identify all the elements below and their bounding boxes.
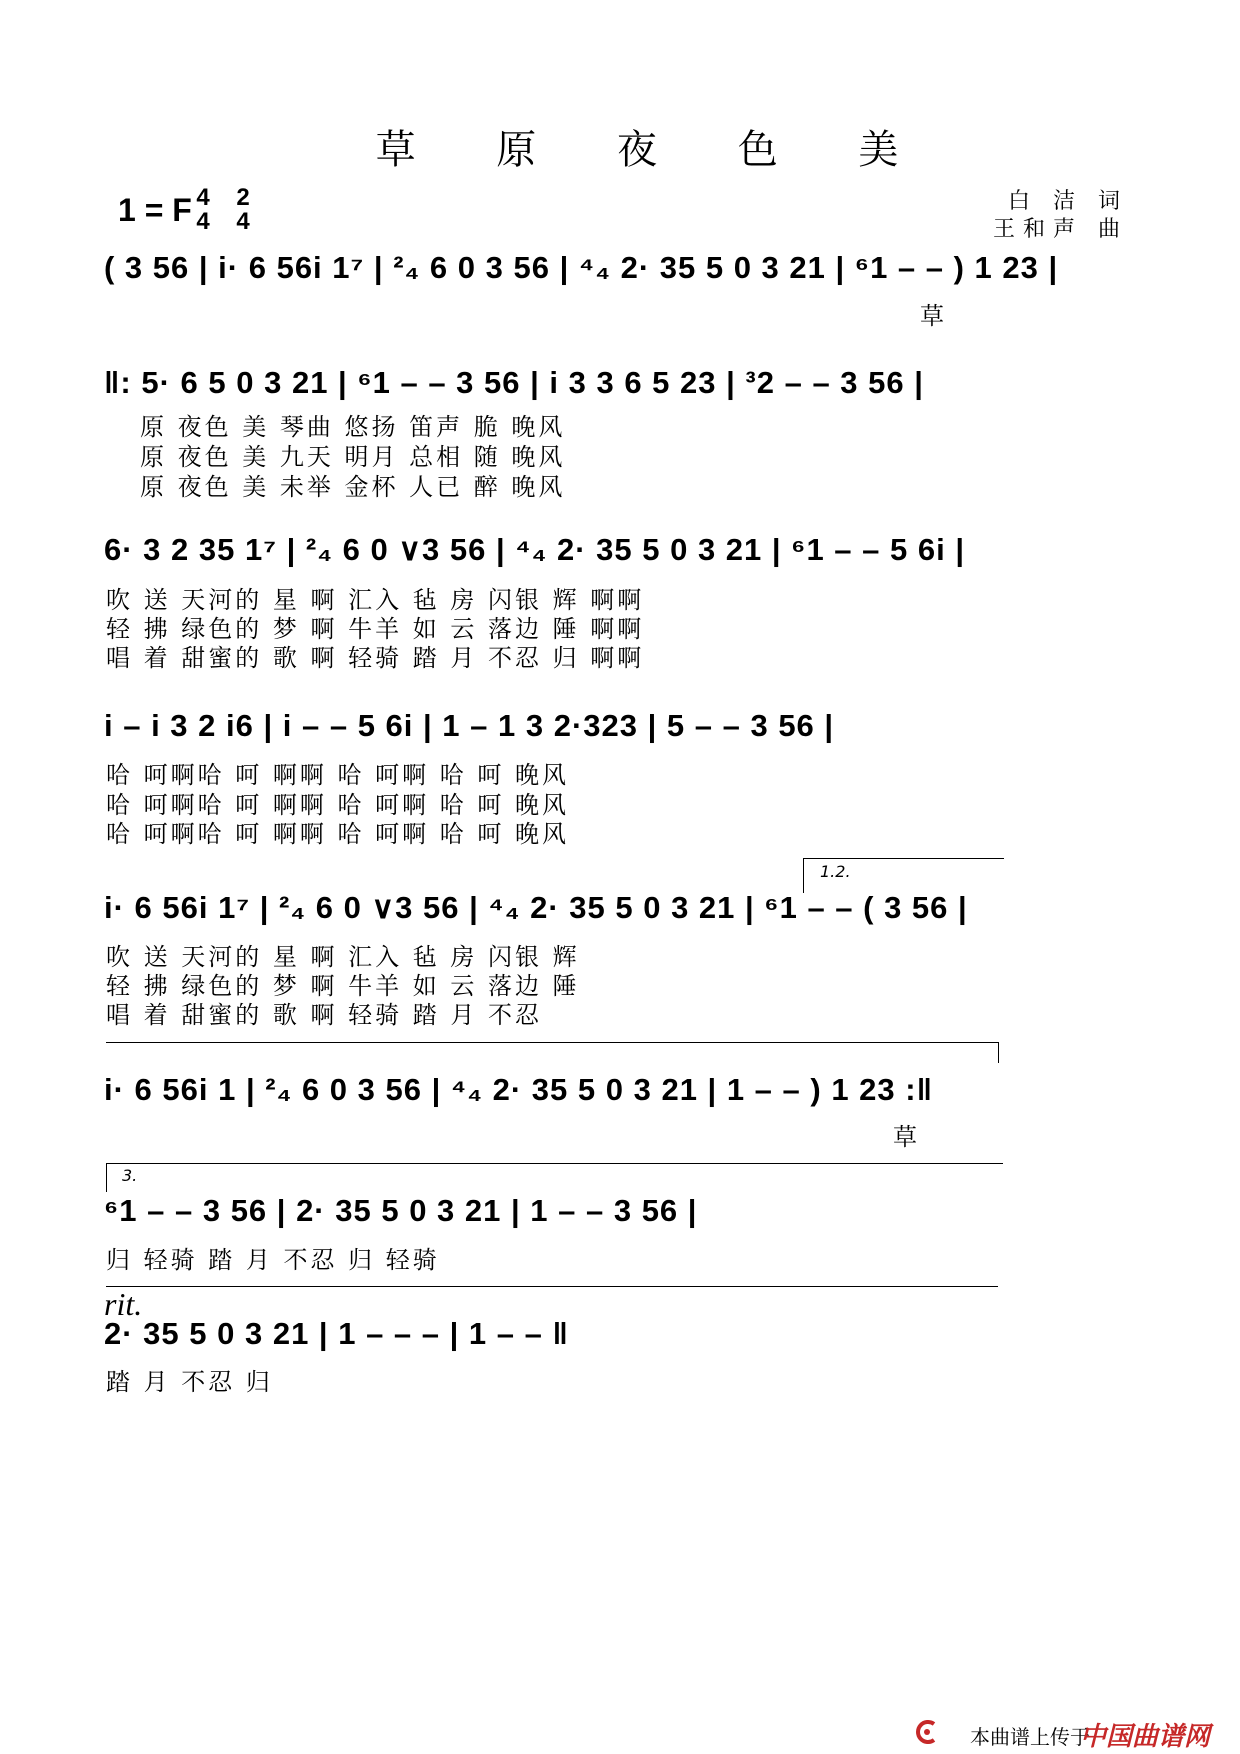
system-4-lyric-verse-3: 哈 呵啊哈 呵 啊啊 哈 呵啊 哈 呵 晚风 xyxy=(106,820,570,848)
volta-label-1-2: 1.2. xyxy=(820,862,851,881)
system-6-notes: i· 6 56i 1 | ²₄ 6 0 3 56 | ⁴₄ 2· 35 5 0 3 21 | 1 – – ) 1 23 :‖ xyxy=(104,1072,934,1107)
system-5-lyric-verse-3: 唱 着 甜蜜的 歌 啊 轻骑 踏 月 不忍 xyxy=(106,1001,543,1029)
time-signature-2-4: 2 4 xyxy=(236,184,250,235)
system-3-lyric-verse-1: 吹 送 天河的 星 啊 汇入 毡 房 闪银 辉 啊啊 xyxy=(106,586,645,614)
system-2-lyric-verse-2: 原 夜色 美 九天 明月 总相 随 晚风 xyxy=(140,443,566,471)
composer-credit: 王和声 曲 xyxy=(993,217,1128,242)
system-4-notes: i – i 3 2 i6 | i – – 5 6i | 1 – 1 3 2·323 | 5 – – 3 56 | xyxy=(104,708,835,743)
system-5-lyric-verse-1: 吹 送 天河的 星 啊 汇入 毡 房 闪银 辉 xyxy=(106,943,580,971)
system-8-notes: 2· 35 5 0 3 21 | 1 – – – | 1 – – ‖ xyxy=(104,1316,569,1351)
system-2-lyric-verse-1: 原 夜色 美 琴曲 悠扬 笛声 脆 晚风 xyxy=(140,413,566,441)
system-5-notes: i· 6 56i 1⁷ | ²₄ 6 0 ∨3 56 | ⁴₄ 2· 35 5 0 3 21 | ⁶1 – – ( 3 56 | xyxy=(104,890,968,925)
system-6-lyric: 草 xyxy=(893,1123,920,1151)
system-2-notes: ‖: 5· 6 5 0 3 21 | ⁶1 – – 3 56 | i 3 3 6 5 23 | ³2 – – 3 56 | xyxy=(104,365,924,400)
volta-bracket-continuation xyxy=(106,1042,999,1063)
system-8-lyric: 踏 月 不忍 归 xyxy=(106,1368,273,1396)
system-4-lyric-verse-2: 哈 呵啊哈 呵 啊啊 哈 呵啊 哈 呵 晚风 xyxy=(106,791,570,819)
volta-bracket-3-continuation xyxy=(106,1286,998,1288)
system-7-lyric: 归 轻骑 踏 月 不忍 归 轻骑 xyxy=(106,1246,440,1274)
volta-bracket-3 xyxy=(106,1163,1003,1192)
system-1-notes: ( 3 56 | i· 6 56i 1⁷ | ²₄ 6 0 3 56 | ⁴₄ 2· 35 5 0 3 21 | ⁶1 – – ) 1 23 | xyxy=(104,250,1059,285)
time-signature-4-4: 4 4 xyxy=(196,184,210,235)
system-1-lyric: 草 xyxy=(920,302,947,330)
ritardando-marking: rit. xyxy=(104,1286,143,1322)
upload-note: 本曲谱上传于 xyxy=(970,1725,1090,1749)
system-5-lyric-verse-2: 轻 拂 绿色的 梦 啊 牛羊 如 云 落边 陲 xyxy=(106,972,580,1000)
system-4-lyric-verse-1: 哈 呵啊哈 呵 啊啊 哈 呵啊 哈 呵 晚风 xyxy=(106,761,570,789)
key-signature: 1 = F xyxy=(118,192,192,228)
score-title: 草 原 夜 色 美 xyxy=(375,127,933,173)
system-3-notes: 6· 3 2 35 1⁷ | ²₄ 6 0 ∨3 56 | ⁴₄ 2· 35 5 0 3 21 | ⁶1 – – 5 6i | xyxy=(104,532,966,567)
system-3-lyric-verse-3: 唱 着 甜蜜的 歌 啊 轻骑 踏 月 不忍 归 啊啊 xyxy=(106,644,645,672)
volta-label-3: 3. xyxy=(122,1166,138,1185)
site-logo[interactable]: 中国曲谱网 xyxy=(1079,1722,1210,1752)
system-7-notes: ⁶1 – – 3 56 | 2· 35 5 0 3 21 | 1 – – 3 56 | xyxy=(104,1193,698,1228)
site-logo-icon xyxy=(914,1720,940,1744)
system-3-lyric-verse-2: 轻 拂 绿色的 梦 啊 牛羊 如 云 落边 陲 啊啊 xyxy=(106,615,645,643)
lyricist-credit: 白 洁 词 xyxy=(1008,189,1128,214)
system-2-lyric-verse-3: 原 夜色 美 未举 金杯 人已 醉 晚风 xyxy=(140,473,566,501)
